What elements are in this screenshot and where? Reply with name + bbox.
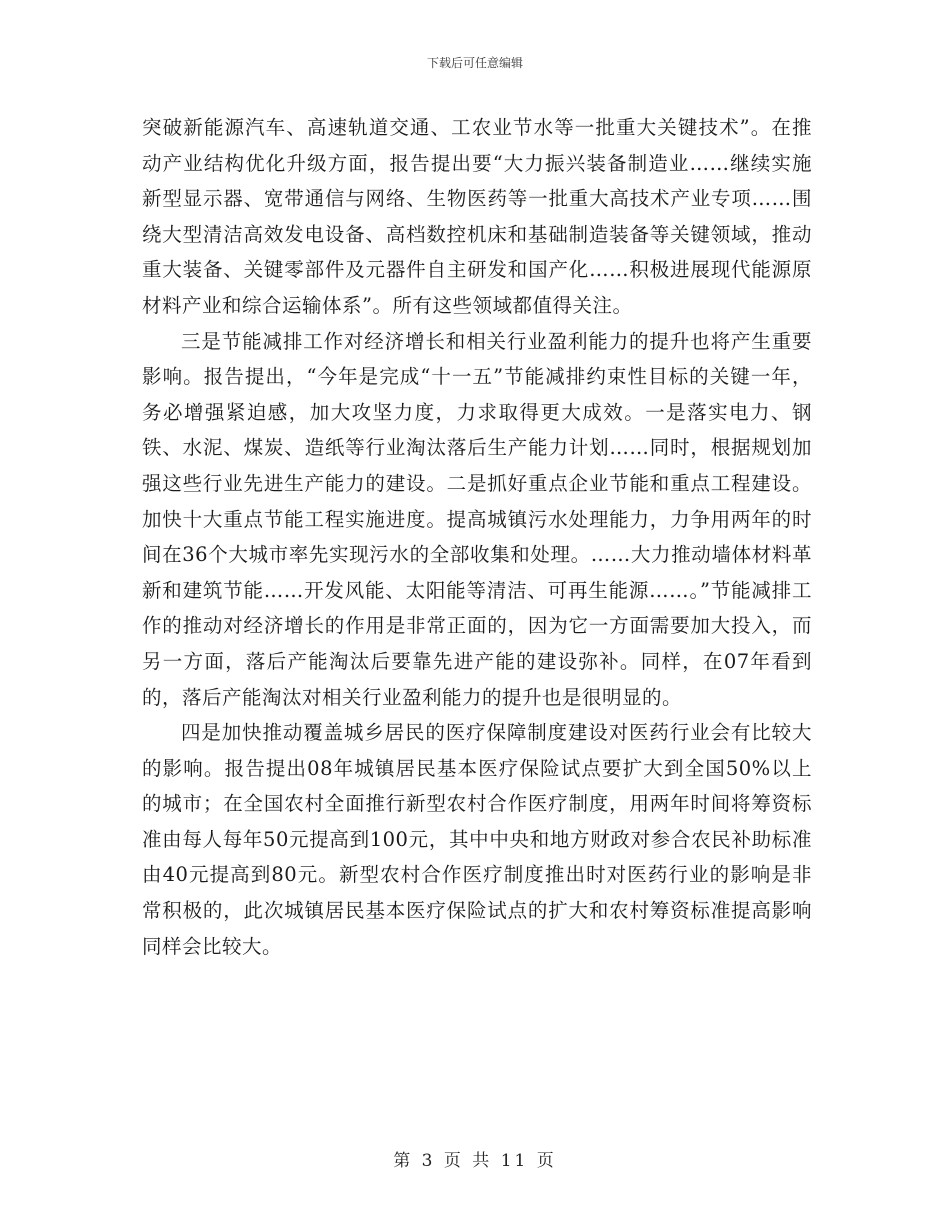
document-body [142,110,812,964]
page-header-note: 下载后可任意编辑 [426,56,523,70]
paragraph-1: 突破新能源汽车、高速轨道交通、工农业节水等一批重大关键技术”。在推动产业结构优化升级方面，报告提出要“大力振兴装备制造业……继续实施新型显示器、宽带通信与网络、生物医药等一批重大高技术产业专项……围绕大型清洁高效发电设备、高档数控机床和基础制造装备等关键领域，推动重大装备、关键零部件及元器件自主研发和国产化……积极进展现代能源原材料产业和综合运输体系”。所有这些领域都值得关注。 [142,116,812,317]
paragraph-2: 三是节能减排工作对经济增长和相关行业盈利能力的提升也将产生重要影响。报告提出，“今年是完成“十一五”节能减排约束性目标的关键一年，务必增强紧迫感，加大攻坚力度，力求取得更大成效。一是落实电力、钢铁、水泥、煤炭、造纸等行业淘汰落后生产能力计划……同时，根据规划加强这些行业先进生产能力的建设。二是抓好重点企业节能和重点工程建设。加快十大重点节能工程实施进度。提高城镇污水处理能力，力争用两年的时间在36个大城市率先实现污水的全部收集和处理。……大力推动墙体材料革新和建筑节能……开发风能、太阳能等清洁、可再生能源……。”节能减排工作的推动对经济增长的作用是非常正面的，因为它一方面需要加大投入，而另一方面，落后产能淘汰后要靠先进产能的建设弥补。同样，在07年看到的，落后产能淘汰对相关行业盈利能力的提升也是很明显的。 [142,329,812,709]
paragraph-3: 四是加快推动覆盖城乡居民的医疗保障制度建设对医药行业会有比较大的影响。报告提出08年城镇居民基本医疗保险试点要扩大到全国50%以上的城市；在全国农村全面推行新型农村合作医疗制度，用两年时间将筹资标准由每人每年50元提高到100元，其中中央和地方财政对参合农民补助标准由40元提高到80元。新型农村合作医疗制度推出时对医药行业的影响是非常积极的，此次城镇居民基本医疗保险试点的扩大和农村筹资标准提高影响同样会比较大。 [142,721,812,958]
page-number-footer: 第 3 页 共 11 页 [393,1151,557,1171]
